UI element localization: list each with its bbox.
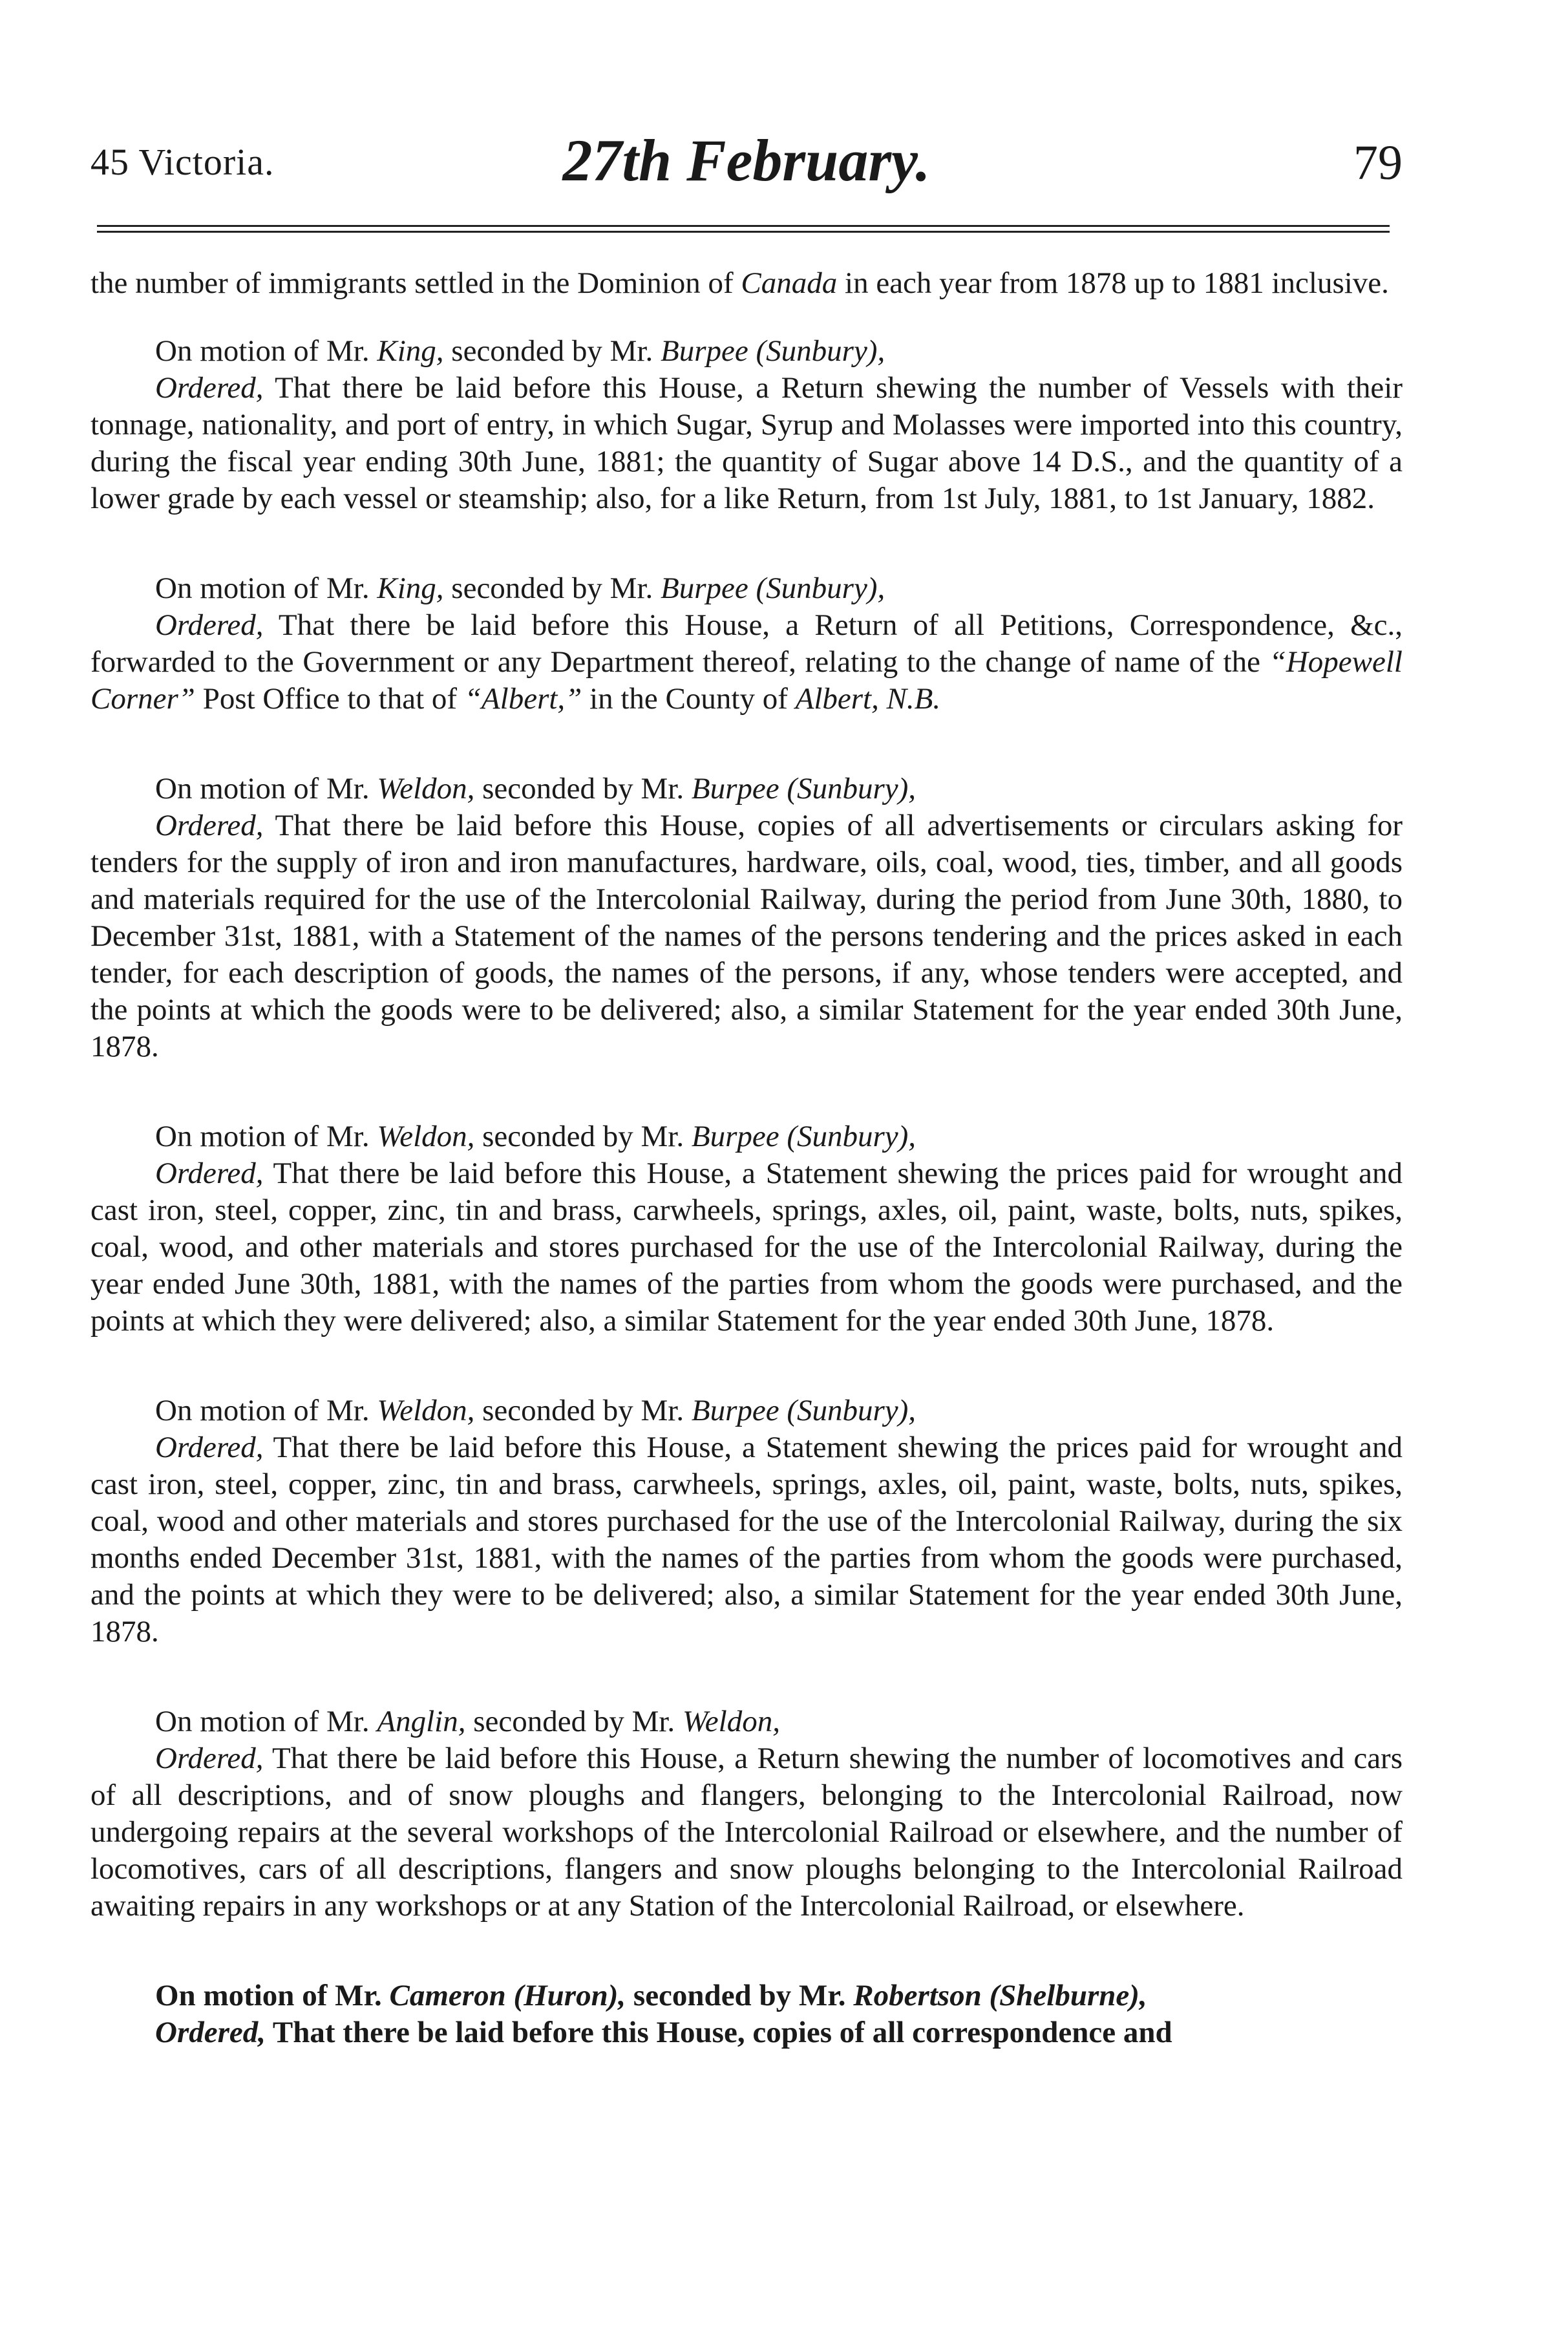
motion-line bbox=[90, 1118, 1403, 1155]
order-text: Post Office to that of bbox=[202, 682, 458, 716]
mover-name: Weldon, bbox=[377, 772, 475, 805]
continued-paragraph bbox=[90, 265, 1403, 302]
motion-line bbox=[90, 333, 1403, 370]
order-text: That there be laid before this House, a Return shewing the number of locomotives and cars of all descriptions, and of snow ploughs and flangers, belonging to the Intercolonial Railroad, now undergoing repairs at the several workshops of the Intercolonial Railroad or elsewhere, and the number of locomotives, cars of all descriptions, flangers and snow ploughs belonging to the Intercolonial Railroad awaiting repairs in any workshops or at any Station of the Intercolonial Railroad, or elsewhere. bbox=[90, 1742, 1403, 1923]
ordered-word: Ordered, bbox=[155, 809, 264, 842]
motion-line bbox=[90, 1703, 1403, 1740]
page-date: 27th February. bbox=[562, 127, 931, 193]
order-paragraph bbox=[90, 1155, 1403, 1339]
order-text: That there be laid before this House, a Return shewing the number of Vessels with their tonnage, nationality, and port of entry, in which Sugar, Syrup and Molasses were imported into this country, during the fiscal year ending 30th June, 1881; the quantity of Sugar above 14 D.S., and the quantity of a lower grade by each vessel or steamship; also, for a like Return, from 1st July, 1881, to 1st January, 1882. bbox=[90, 371, 1403, 515]
ordered-word: Ordered, bbox=[155, 1431, 264, 1464]
motion-entry bbox=[90, 570, 1403, 718]
seconder-name: Burpee (Sunbury), bbox=[691, 772, 916, 805]
order-text: That there be laid before this House, copies of all correspondence and bbox=[272, 2016, 1172, 2049]
quoted-new-name: “Albert,” bbox=[464, 682, 582, 716]
quoted-post-office: “Hopewell Corner” bbox=[90, 645, 1403, 716]
seconder-name: Burpee (Sunbury), bbox=[691, 1394, 916, 1427]
motion-prefix: On motion of Mr. bbox=[155, 1705, 370, 1738]
motion-prefix: On motion of Mr. bbox=[155, 772, 370, 805]
seconded-prefix: seconded by Mr. bbox=[633, 1979, 846, 2012]
seconder-name: Burpee (Sunbury), bbox=[691, 1120, 916, 1153]
motion-prefix: On motion of Mr. bbox=[155, 334, 370, 368]
seconded-prefix: seconded by Mr. bbox=[451, 334, 653, 368]
mover-name: Cameron (Huron), bbox=[389, 1979, 626, 2012]
motion-line bbox=[90, 570, 1403, 607]
motion-entry bbox=[90, 771, 1403, 1065]
motion-entry bbox=[90, 1978, 1403, 2051]
county-name: Albert, N.B. bbox=[795, 682, 941, 716]
order-paragraph bbox=[90, 1740, 1403, 1925]
ordered-word: Ordered, bbox=[155, 1742, 264, 1775]
ordered-word: Ordered, bbox=[155, 2016, 266, 2049]
order-text: That there be laid before this House, a Return of all Petitions, Correspondence, &c., forwarded to the Government or any Department thereof, relating to the change of name of the bbox=[90, 608, 1403, 679]
ordered-word: Ordered, bbox=[155, 371, 264, 405]
seconded-prefix: seconded by Mr. bbox=[482, 772, 684, 805]
seconded-prefix: seconded by Mr. bbox=[482, 1394, 684, 1427]
seconder-name: Weldon, bbox=[682, 1705, 780, 1738]
seconded-prefix: seconded by Mr. bbox=[451, 571, 653, 605]
page-header bbox=[90, 126, 1403, 204]
motion-entry bbox=[90, 1392, 1403, 1650]
order-paragraph bbox=[90, 1429, 1403, 1650]
seconder-name: Burpee (Sunbury), bbox=[661, 334, 885, 368]
header-double-rule bbox=[97, 225, 1390, 233]
motion-entry bbox=[90, 333, 1403, 517]
order-paragraph bbox=[90, 607, 1403, 718]
journal-page bbox=[90, 0, 1403, 2335]
motion-entry bbox=[90, 1118, 1403, 1339]
page-body bbox=[90, 265, 1403, 2051]
motion-prefix: On motion of Mr. bbox=[155, 1979, 382, 2012]
intro-italic: Canada bbox=[741, 266, 838, 300]
mover-name: Anglin, bbox=[377, 1705, 466, 1738]
seconded-prefix: seconded by Mr. bbox=[482, 1120, 684, 1153]
page-number: 79 bbox=[1353, 136, 1403, 190]
motion-line bbox=[90, 1392, 1403, 1429]
motion-line bbox=[90, 771, 1403, 807]
order-paragraph bbox=[90, 807, 1403, 1065]
motion-prefix: On motion of Mr. bbox=[155, 1120, 370, 1153]
motion-entry bbox=[90, 1703, 1403, 1925]
seconder-name: Burpee (Sunbury), bbox=[661, 571, 885, 605]
intro-text-b: in each year from 1878 up to 1881 inclusive. bbox=[837, 266, 1389, 300]
ordered-word: Ordered, bbox=[155, 1157, 264, 1190]
seconded-prefix: seconded by Mr. bbox=[473, 1705, 675, 1738]
motion-prefix: On motion of Mr. bbox=[155, 571, 370, 605]
mover-name: Weldon, bbox=[377, 1394, 475, 1427]
seconder-name: Robertson (Shelburne), bbox=[853, 1979, 1147, 2012]
mover-name: Weldon, bbox=[377, 1120, 475, 1153]
motion-line bbox=[90, 1978, 1403, 2014]
order-paragraph bbox=[90, 2014, 1403, 2051]
regnal-year: 45 Victoria. bbox=[90, 141, 275, 183]
intro-text-a: the number of immigrants settled in the Dominion of bbox=[90, 266, 741, 300]
motion-prefix: On motion of Mr. bbox=[155, 1394, 370, 1427]
ordered-word: Ordered, bbox=[155, 608, 264, 642]
mover-name: King, bbox=[377, 571, 444, 605]
order-text: in the County of bbox=[589, 682, 788, 716]
order-text: That there be laid before this House, a Statement shewing the prices paid for wrought and cast iron, steel, copper, zinc, tin and brass, carwheels, springs, axles, oil, paint, waste, bolts, nuts, spikes, coal, wood, and other materials and stores purchased for the use of the Intercolonial Railway, during the year ended June 30th, 1881, with the names of the parties from whom the goods were purchased, and the points at which they were delivered; also, a similar Statement for the year ended 30th June, 1878. bbox=[90, 1157, 1403, 1338]
mover-name: King, bbox=[377, 334, 444, 368]
order-paragraph bbox=[90, 370, 1403, 517]
order-text: That there be laid before this House, a Statement shewing the prices paid for wrought and cast iron, steel, copper, zinc, tin and brass, carwheels, springs, axles, oil, paint, waste, bolts, nuts, spikes, coal, wood and other materials and stores purchased for the use of the Intercolonial Railway, during the six months ended December 31st, 1881, with the names of the parties from whom the goods were purchased, and the points at which they were to be delivered; also, a similar Statement for the year ended 30th June, 1878. bbox=[90, 1431, 1403, 1648]
order-text: That there be laid before this House, copies of all advertisements or circulars asking for tenders for the supply of iron and iron manufactures, hardware, oils, coal, wood, ties, timber, and all goods and materials required for the use of the Intercolonial Railway, during the period from June 30th, 1880, to December 31st, 1881, with a Statement of the names of the persons tendering and the prices asked in each tender, for each description of goods, the names of the persons, if any, whose tenders were accepted, and the points at which the goods were to be delivered; also, a similar Statement for the year ended 30th June, 1878. bbox=[90, 809, 1403, 1063]
